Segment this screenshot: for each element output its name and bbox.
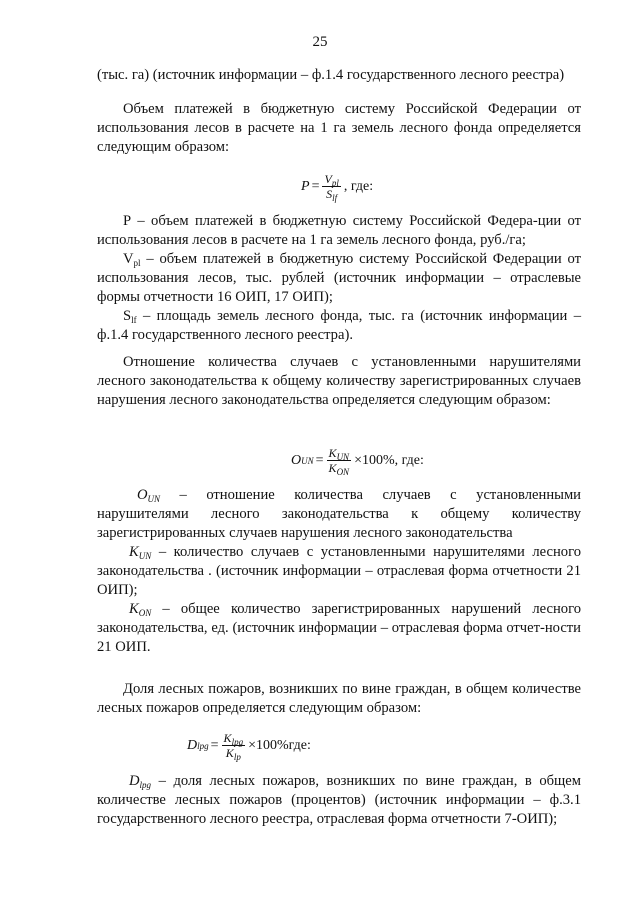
symbol-subscript: UN bbox=[138, 551, 152, 561]
fraction-denominator: K bbox=[225, 746, 234, 760]
symbol: S bbox=[123, 308, 132, 324]
formula-lhs: O bbox=[291, 453, 302, 468]
def-text: – отношение количества случаев с установленными нарушителями лесного законодательства к общему количеству зарегистрированных случаев нарушения лесного законодательства bbox=[97, 487, 581, 541]
fraction-numerator: K bbox=[328, 446, 337, 460]
formula-mult: ×100% bbox=[354, 453, 395, 468]
definitions-violations bbox=[97, 486, 581, 657]
paragraph-fires: Доля лесных пожаров, возникших по вине граждан, в общем количестве лесных пожаров определяется следующим образом: bbox=[97, 681, 581, 716]
symbol-subscript: ON bbox=[138, 608, 152, 618]
def-text: – площадь земель лесного фонда, тыс. га (источник информации – ф.1.4 государственного лесного реестра). bbox=[97, 308, 581, 343]
formula-payments bbox=[301, 172, 373, 201]
formula-fires bbox=[187, 731, 311, 760]
lhs-subscript: lpg bbox=[197, 740, 209, 751]
fraction-numerator: K bbox=[223, 731, 232, 745]
def-text: – общее количество зарегистрированных нарушений лесного законодательства, ед. (источник информации – отраслевая форма отчет-ности 21 ОИП. bbox=[97, 601, 581, 655]
symbol: V bbox=[123, 251, 134, 267]
formula-tail: , где: bbox=[394, 453, 424, 468]
def-text: – количество случаев с установленными нарушителями лесного законодательства . (источник информации – отраслевая форма отчетности 21 ОИП); bbox=[97, 544, 581, 598]
denominator-subscript: ON bbox=[336, 467, 350, 477]
lhs-subscript: UN bbox=[301, 455, 314, 466]
denominator-subscript: lf bbox=[332, 193, 338, 203]
def-p: Р – объем платежей в бюджетную систему Российской Федера-ции от использования лесов в расчете на 1 га земель лесного фонда, руб./га; bbox=[97, 213, 581, 248]
formula-tail: где: bbox=[288, 738, 311, 753]
paragraph-violations: Отношение количества случаев с установленными нарушителями лесного законодательства к общему количеству зарегистрированных случаев нарушения лесного законодательства определяется следующим образом: bbox=[97, 354, 581, 408]
def-slf bbox=[97, 307, 581, 345]
def-text: – доля лесных пожаров, возникших по вине граждан, в общем количестве лесных пожаров (процентов) (источник информации – ф.3.1 государственного лесного реестра, отраслевая форма отчетности 7-ОИП); bbox=[97, 773, 581, 827]
symbol: K bbox=[129, 601, 139, 617]
def-kun bbox=[97, 543, 581, 600]
formula-eq: = bbox=[210, 738, 219, 753]
page-number: 25 bbox=[312, 34, 328, 50]
formula-mult: ×100% bbox=[248, 738, 289, 753]
def-text: – объем платежей в бюджетную систему Российской Федерации от использования лесов, тыс. рублей (источник информации – отраслевые формы отчетности 16 ОИП, 17 ОИП); bbox=[97, 251, 581, 305]
definitions-payments bbox=[97, 212, 581, 345]
fraction-denominator: K bbox=[328, 461, 337, 475]
fraction bbox=[322, 172, 340, 201]
fraction-numerator: V bbox=[324, 172, 332, 186]
formula-lhs: D bbox=[187, 738, 198, 753]
symbol-subscript: UN bbox=[147, 494, 161, 504]
symbol: K bbox=[129, 544, 139, 560]
fraction bbox=[222, 731, 246, 760]
def-oun bbox=[97, 486, 581, 543]
definitions-fires bbox=[97, 772, 581, 829]
def-vpl bbox=[97, 250, 581, 307]
symbol: D bbox=[129, 773, 140, 789]
denominator-subscript: lp bbox=[233, 752, 241, 762]
numerator-subscript: pl bbox=[331, 178, 339, 188]
formula-tail: , где: bbox=[343, 179, 374, 194]
paragraph-payments: Объем платежей в бюджетную систему Российской Федерации от использования лесов в расчете на 1 га земель лесного фонда определяется следующим образом: bbox=[97, 101, 581, 155]
fraction-denominator: S bbox=[326, 187, 333, 201]
formula-lhs: P bbox=[301, 179, 310, 194]
symbol-subscript: pl bbox=[133, 258, 141, 268]
formula-eq: = bbox=[315, 453, 324, 468]
def-dlpg bbox=[97, 772, 581, 829]
def-kon bbox=[97, 600, 581, 657]
numerator-subscript: lpg bbox=[231, 737, 244, 747]
formula-eq: = bbox=[311, 179, 320, 194]
formula-violations bbox=[291, 446, 424, 475]
numerator-subscript: UN bbox=[336, 452, 350, 462]
symbol: O bbox=[137, 487, 148, 503]
fraction bbox=[327, 446, 352, 475]
intro-line: (тыс. га) (источник информации – ф.1.4 государственного лесного реестра) bbox=[97, 67, 565, 83]
symbol-subscript: lf bbox=[131, 315, 137, 325]
symbol-subscript: lpg bbox=[139, 780, 152, 790]
